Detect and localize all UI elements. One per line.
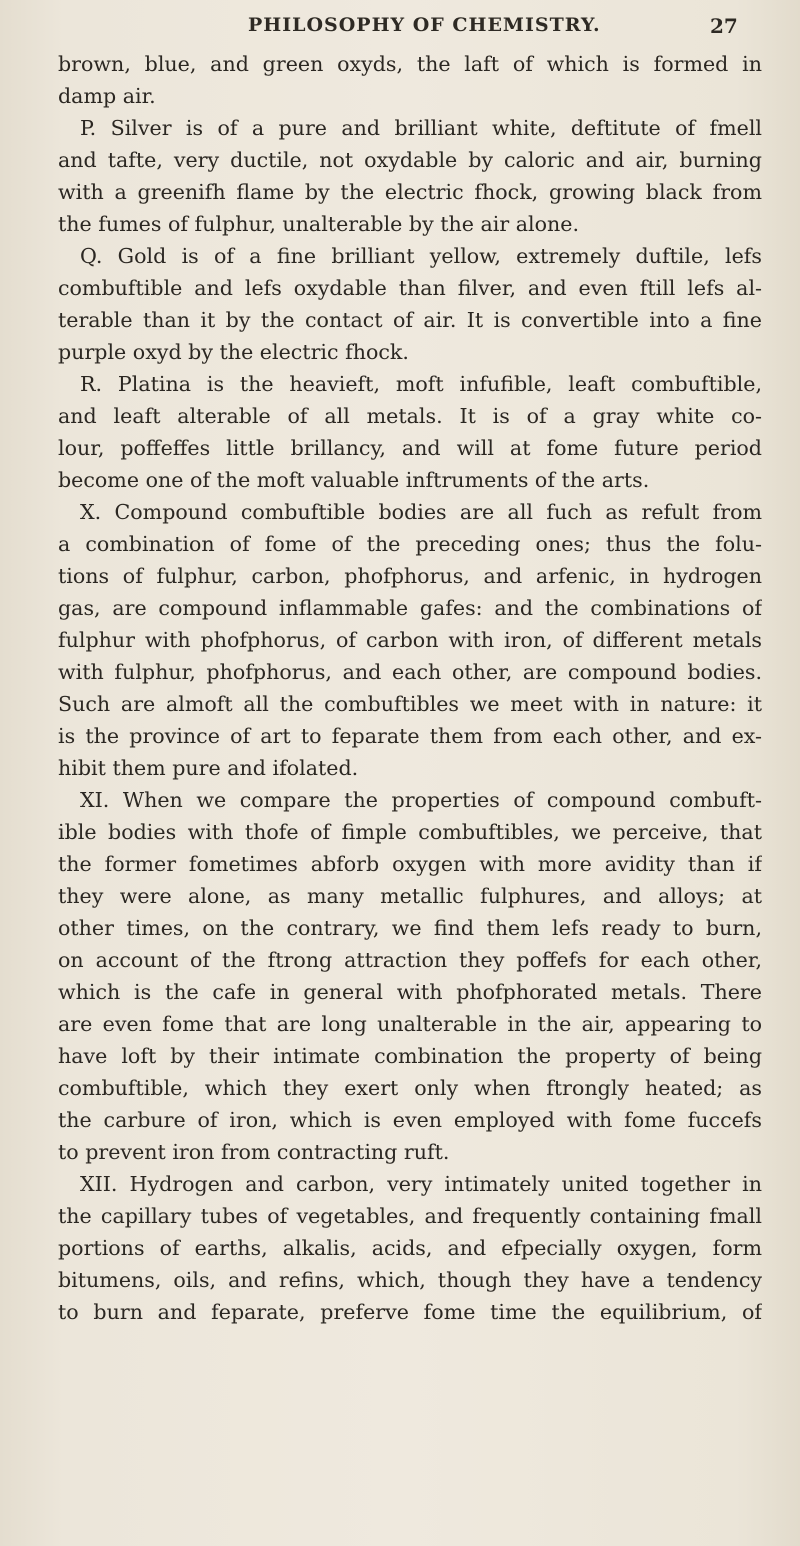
text-line: combuftible and lefs oxydable than filver, and even ftill lefs al- (58, 276, 762, 300)
text-line: tions of fulphur, carbon, phofphorus, and arfenic, in hydrogen (58, 564, 762, 588)
text-line: with fulphur, phofphorus, and each other, are compound bodies. (58, 660, 762, 684)
text-line: P. Silver is of a pure and brilliant white, deftitute of fmell (80, 116, 762, 140)
text-line: the capillary tubes of vegetables, and frequently containing fmall (58, 1204, 762, 1228)
text-line: hibit them pure and ifolated. (58, 756, 359, 780)
text-line: which is the cafe in general with phofphorated metals. There (58, 980, 762, 1004)
text-line: combuftible, which they exert only when ftrongly heated; as (58, 1076, 762, 1100)
running-title: PHILOSOPHY OF CHEMISTRY. (248, 14, 601, 36)
text-line: lour, poffeffes little brillancy, and will at fome future period (58, 436, 762, 460)
text-line: the carbure of iron, which is even employed with fome fuccefs (58, 1108, 762, 1132)
text-line: to burn and feparate, preferve fome time the equilibrium, of (58, 1300, 762, 1324)
text-line: X. Compound combuftible bodies are all fuch as refult from (80, 500, 762, 524)
text-line: XII. Hydrogen and carbon, very intimately united together in (80, 1172, 762, 1196)
text-line: terable than it by the contact of air. It is convertible into a fine (58, 308, 762, 332)
text-line: portions of earths, alkalis, acids, and efpecially oxygen, form (58, 1236, 762, 1260)
running-head (0, 14, 800, 40)
text-line: and tafte, very ductile, not oxydable by caloric and air, burning (58, 148, 762, 172)
text-line: purple oxyd by the electric fhock. (58, 340, 409, 364)
text-line: Q. Gold is of a fine brilliant yellow, extremely duftile, lefs (80, 244, 762, 268)
text-line: a combination of fome of the preceding ones; thus the folu- (58, 532, 762, 556)
text-line: brown, blue, and green oxyds, the laft of which is formed in (58, 52, 762, 76)
text-line: to prevent iron from contracting ruft. (58, 1140, 450, 1164)
body-text (58, 48, 762, 1328)
text-line: are even fome that are long unalterable in the air, appearing to (58, 1012, 762, 1036)
text-line: and leaft alterable of all metals. It is of a gray white co- (58, 404, 762, 428)
text-line: XI. When we compare the properties of compound combuft- (80, 788, 762, 812)
text-line: Such are almoft all the combuftibles we meet with in nature: it (58, 692, 762, 716)
text-line: have loft by their intimate combination the property of being (58, 1044, 762, 1068)
text-line: become one of the moft valuable inftruments of the arts. (58, 468, 650, 492)
text-line: they were alone, as many metallic fulphures, and alloys; at (58, 884, 762, 908)
text-line: bitumens, oils, and refins, which, though they have a tendency (58, 1268, 762, 1292)
text-line: on account of the ftrong attraction they poffefs for each other, (58, 948, 762, 972)
text-line: fulphur with phofphorus, of carbon with iron, of different metals (58, 628, 762, 652)
text-line: gas, are compound inflammable gafes: and the combinations of (58, 596, 762, 620)
text-line: the fumes of fulphur, unalterable by the air alone. (58, 212, 580, 236)
text-line: R. Platina is the heavieft, moft infufible, leaft combuftible, (80, 372, 762, 396)
text-line: ible bodies with thofe of fimple combuftibles, we perceive, that (58, 820, 762, 844)
page-number: 27 (710, 14, 738, 38)
text-line: the former fometimes abforb oxygen with more avidity than if (58, 852, 762, 876)
text-line: other times, on the contrary, we find them lefs ready to burn, (58, 916, 762, 940)
text-line: with a greenifh flame by the electric fhock, growing black from (58, 180, 762, 204)
text-line: is the province of art to feparate them from each other, and ex- (58, 724, 762, 748)
text-line: damp air. (58, 84, 156, 108)
